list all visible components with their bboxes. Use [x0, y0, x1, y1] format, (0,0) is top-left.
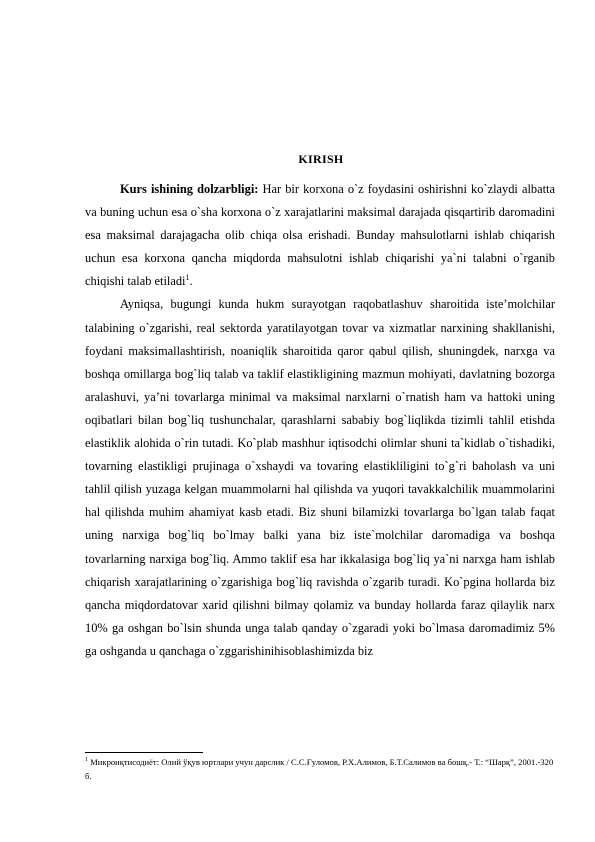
footnote-divider — [85, 752, 203, 753]
paragraph-relevance — [85, 178, 555, 293]
relevance-text: Har bir korxona o`z foydasini oshirishni ko`zlaydi albatta va buning uchun esa o`sha korxona o`z xarajatlarini maksimal darajada qisqartirib daromadini esa maksimal darajagacha olib chiqa olsa erishadi. Bunday mahsulotlarni ishlab chiqarish uchun esa korxona qancha miqdorda mahsulotni ishlab chiqarishi ya`ni talabni o`rganib chiqishi talab etiladi — [85, 182, 555, 289]
relevance-lead: Kurs ishining dolzarbligi: — [120, 182, 259, 196]
relevance-end: . — [189, 274, 193, 289]
body-text — [85, 178, 555, 663]
footnote-text: Микроиқтисодиёт: Олий ўқув юртлари учун дарслик / С.С.Ғуломов, Р.Х.Алимов, Б.Т.Салимов ва бошқ.- Т.: “Шарқ”, 2001.-320 б. — [85, 757, 554, 781]
footnote-number: 1 — [85, 757, 88, 764]
footnote — [85, 755, 557, 783]
page-title: KIRISH — [298, 152, 344, 166]
paragraph-elasticity: Ayniqsa, bugungi kunda hukm surayotgan raqobatlashuv sharoitida iste’molchilar talabining o`zgarishi, real sektorda yaratilayotgan tovar va xizmatlar narxining shakllanishi, foydani maksimallashtirish, noaniqlik sharoitida qaror qabul qilish, shuningdek, narxga va boshqa omillarga bog`liq talab va taklif elastikligining mazmun mohiyati, davlatning bozorga aralashuvi, ya’ni tovarlarga minimal va maksimal narxlarni o`rnatish ham va hattoki uning oqibatlari bilan bog`liq tushunchalar, qarashlarni sababiy bog`liqlikda tizimli tahlil etishda elastiklik alohida o`rin tutadi. Ko`plab mashhur iqtisodchi olimlar shuni ta`kidlab o`tishadiki, tovarning elastikligi prujinaga o`xshaydi va tovaring elastikliligini to`g`ri baholash va uni tahlil qilish yuzaga kelgan muammolarni hal qilishda va yuqori tavakkalchilik muammolarini hal qilishda muhim ahamiyat kasb etadi. Biz shuni bilamizki tovarlarga bo`lgan talab faqat uning narxiga bog`liq bo`lmay balki yana biz iste`molchilar daromadiga va boshqa tovarlarning narxiga bog`liq. Ammo taklif esa har ikkalasiga bog`liq ya`ni narxga ham ishlab chiqarish xarajatlarining o`zgarishiga bog`liq ravishda o`zgarib turadi. Ko`pgina hollarda biz qancha miqdordatovar xarid qilishni bilmay qolamiz va bunday hollarda faraz qilaylik narx 10% ga oshgan bo`lsin shunda unga talab qanday o`zgaradi yoki bo`lmasa daromadimiz 5% ga oshganda u qanchaga o`zggarishinihisoblashimizda biz — [85, 297, 555, 658]
footnote-reference: 1 — [185, 273, 190, 283]
